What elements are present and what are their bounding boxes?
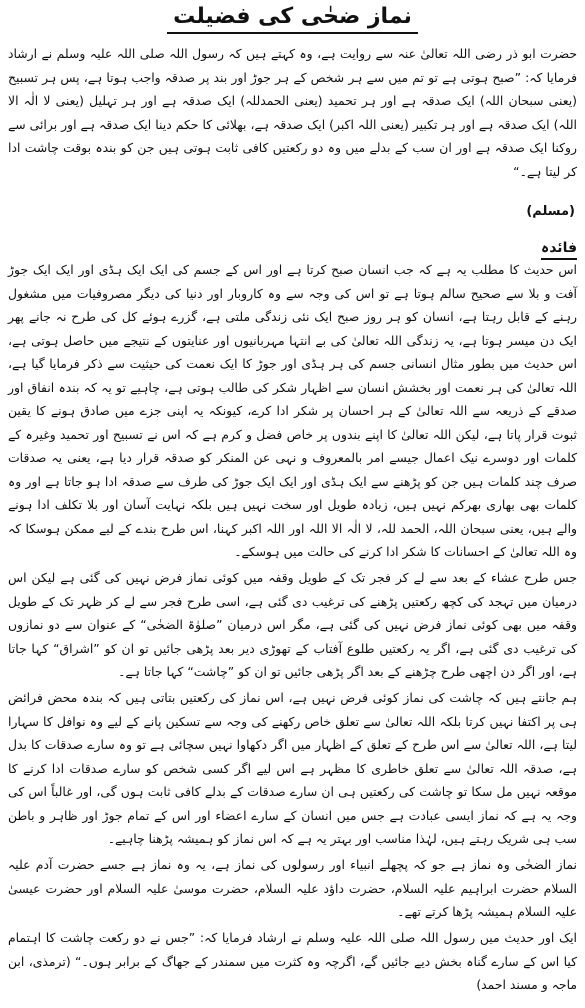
page-title-text: نماز ضحٰی کی فضیلت: [167, 2, 418, 34]
second-hadith-paragraph: ایک اور حدیث میں رسول اللہ صلی اللہ علیہ وسلم نے ارشاد فرمایا کہ: ”جس نے دو رکعت چاشت کا اہتمام کیا اس کے سارے گناہ بخش دیے جائیں گے، اگرچہ وہ کثرت میں سمندر کے جھاگ کے برابر ہوں۔“ (ترمذی، ابن ماجہ و مسند احمد): [8, 930, 577, 992]
explanation-paragraph: اس حدیث کا مطلب یہ ہے کہ جب انسان صبح کرتا ہے اور اس کے جسم کی ایک ایک ہڈی اور ایک ایک جوڑ آفت و بلا سے صحیح سالم ہوتا ہے تو اس کی وجہ سے وہ کاروبار اور دنیا کی دیگر مصروفیات میں مشغول رہنے کے قابل رہتا ہے، انسان کو ہر روز صبح ایک نئی زندگی ملتی ہے، گزرے ہوئے کل کی طرح نہ جانے پھر ایک دن میسر ہوتا ہے، یہ زندگی اللہ تعالیٰ کی بے انتہا مہربانیوں اور عنایتوں کے نتیجے میں حاصل ہوتی ہے، اس حدیث میں بطور مثال انسانی جسم کی ہر ہڈی اور جوڑ کا ایک نعمت کی حیثیت سے ذکر فرمایا گیا ہے، اللہ تعالیٰ کی ہر نعمت اور بخشش انسان سے اظہار شکر کی طالب ہوتی ہے، چاہیے تو یہ کہ بندہ انفاق اور صدقے کے ذریعہ سے اللہ تعالیٰ کے ہر احسان پر شکر ادا کرے، کیونکہ یہ اپنی جزے میں صادق ہونے کا یقین ثبوت قرار پاتا ہے، لیکن اللہ تعالیٰ کا اپنے بندوں پر خاص فضل و کرم ہے کہ اس نے تسبیح اور تحمید وغیرہ کے کلمات اور دوسرے نیک اعمال جیسے امر بالمعروف و نہی عن المنکر کو صدقہ قرار دیا ہے، یعنی یہ صدقات صرف چند کلمات ہیں جن کو پڑھنے سے ایک ہڈی اور ایک ایک جوڑ کی طرف سے صدقہ ادا ہو جاتا ہے اور وہ کلمات بھی بھاری بھرکم نہیں ہیں، زیادہ طویل اور سخت نہیں ہیں بلکہ نہایت آسان اور بلا تکلف ادا ہونے والے ہیں، یعنی سبحان اللہ، الحمد للہ، لا الٰہ الا اللہ اور اللہ اکبر کہنا، اس طرح بندے کے لیے ممکن ہوسکا کہ وہ اللہ تعالیٰ کے احسانات کا شکر ادا کرنے کی حالت میں ہوسکے۔: [8, 262, 577, 559]
page-title: [0, 2, 585, 34]
section-heading: فائدہ: [541, 238, 577, 260]
nafl-virtue-paragraph: ہم جانتے ہیں کہ چاشت کی نماز کوئی فرض نہیں ہے، اس نماز کی رکعتیں بتاتی ہیں کہ بندہ محض فرائض ہی پر اکتفا نہیں کرتا بلکہ اللہ تعالیٰ سے تعلق خاص رکھنے کی وجہ سے تسکین پانے کے لیے وہ نوافل کا سہارا لیتا ہے، اللہ تعالیٰ سے اس طرح کے تعلق کے اظہار میں اگر دکھاوا نہیں سچائی ہے تو وہ سارے صدقات کا بدل ہے، صدقہ اللہ تعالیٰ سے تعلق خاطری کا مظہر ہے اس لیے اگر کسی شخص کو سارے صدقات ادا کرنے کا موقعہ نہیں مل سکا تو چاشت کی رکعتیں ہی ان سارے صدقات کے بدلے کافی ثابت ہوں گی، اور غالباً اس کی وجہ یہ ہے کہ نماز ایسی عبادت ہے جس میں انسان کے سارے اعضاء اور اس کے تمام جوڑ اور ظاہر و باطن سب ہی شریک رہتے ہیں، لہٰذا مناسب اور بہتر یہ ہے کہ اس نماز کو ہمیشہ پڑھنا چاہیے۔: [8, 690, 577, 846]
prophets-prayer-paragraph: نماز الضحٰی وہ نماز ہے جو کہ پچھلے انبیاء اور رسولوں کی نماز ہے، یہ وہ نماز ہے جسے حضرت آدم علیہ السلام حضرت ابراہیم علیہ السلام، حضرت داؤد علیہ السلام، حضرت موسیٰ علیہ السلام اور حضرت عیسیٰ علیہ السلام ہمیشہ پڑھا کرتے تھے۔: [8, 857, 577, 919]
prayer-timing-paragraph: جس طرح عشاء کے بعد سے لے کر فجر تک کے طویل وقفہ میں کوئی نماز فرض نہیں کی گئی ہے لیکن اس درمیان میں تہجد کی کچھ رکعتیں پڑھنے کی ترغیب دی گئی ہے، اسی طرح فجر سے لے کر ظہر تک کے طویل وقفہ میں بھی کوئی نماز فرض نہیں کی گئی ہے، مگر اس درمیان ”صلوٰۃ الضحٰی“ کے عنوان سے دو نمازوں کی ترغیب دی گئی ہے، اگر یہ رکعتیں طلوع آفتاب کے تھوڑی دیر بعد پڑھی جائیں تو ان کو ”اشراق“ کہا جاتا ہے، اور اگر دن اچھی طرح چڑھنے کے بعد اگر پڑھی جائیں تو ان کو ”چاشت“ کہا جاتا ہے۔: [8, 570, 577, 679]
hadith-paragraph: حضرت ابو ذر رضی اللہ تعالیٰ عنہ سے روایت ہے، وہ کہتے ہیں کہ رسول اللہ صلی اللہ علیہ وسلم نے ارشاد فرمایا کہ: ”صبح ہوتی ہے تو تم میں سے ہر شخص کے ہر جوڑ اور بند پر صدقہ واجب ہوتا ہے، پس ہر تسبیح (یعنی سبحان اللہ) ایک صدقہ ہے اور ہر تحمید (یعنی الحمدللہ) ایک صدقہ ہے اور ہر تہلیل (یعنی لا الٰہ الا اللہ) ایک صدقہ ہے اور ہر تکبیر (یعنی اللہ اکبر) ایک صدقہ ہے، بھلائی کا حکم دینا ایک صدقہ ہے اور برائی سے روکنا ایک صدقہ ہے اور ان سب کے بدلے میں وہ دو رکعتیں کافی ثابت ہوتی ہیں جن کو بندہ بوقت چاشت ادا کر لیتا ہے۔“: [8, 46, 577, 179]
citation: (مسلم): [526, 204, 575, 219]
